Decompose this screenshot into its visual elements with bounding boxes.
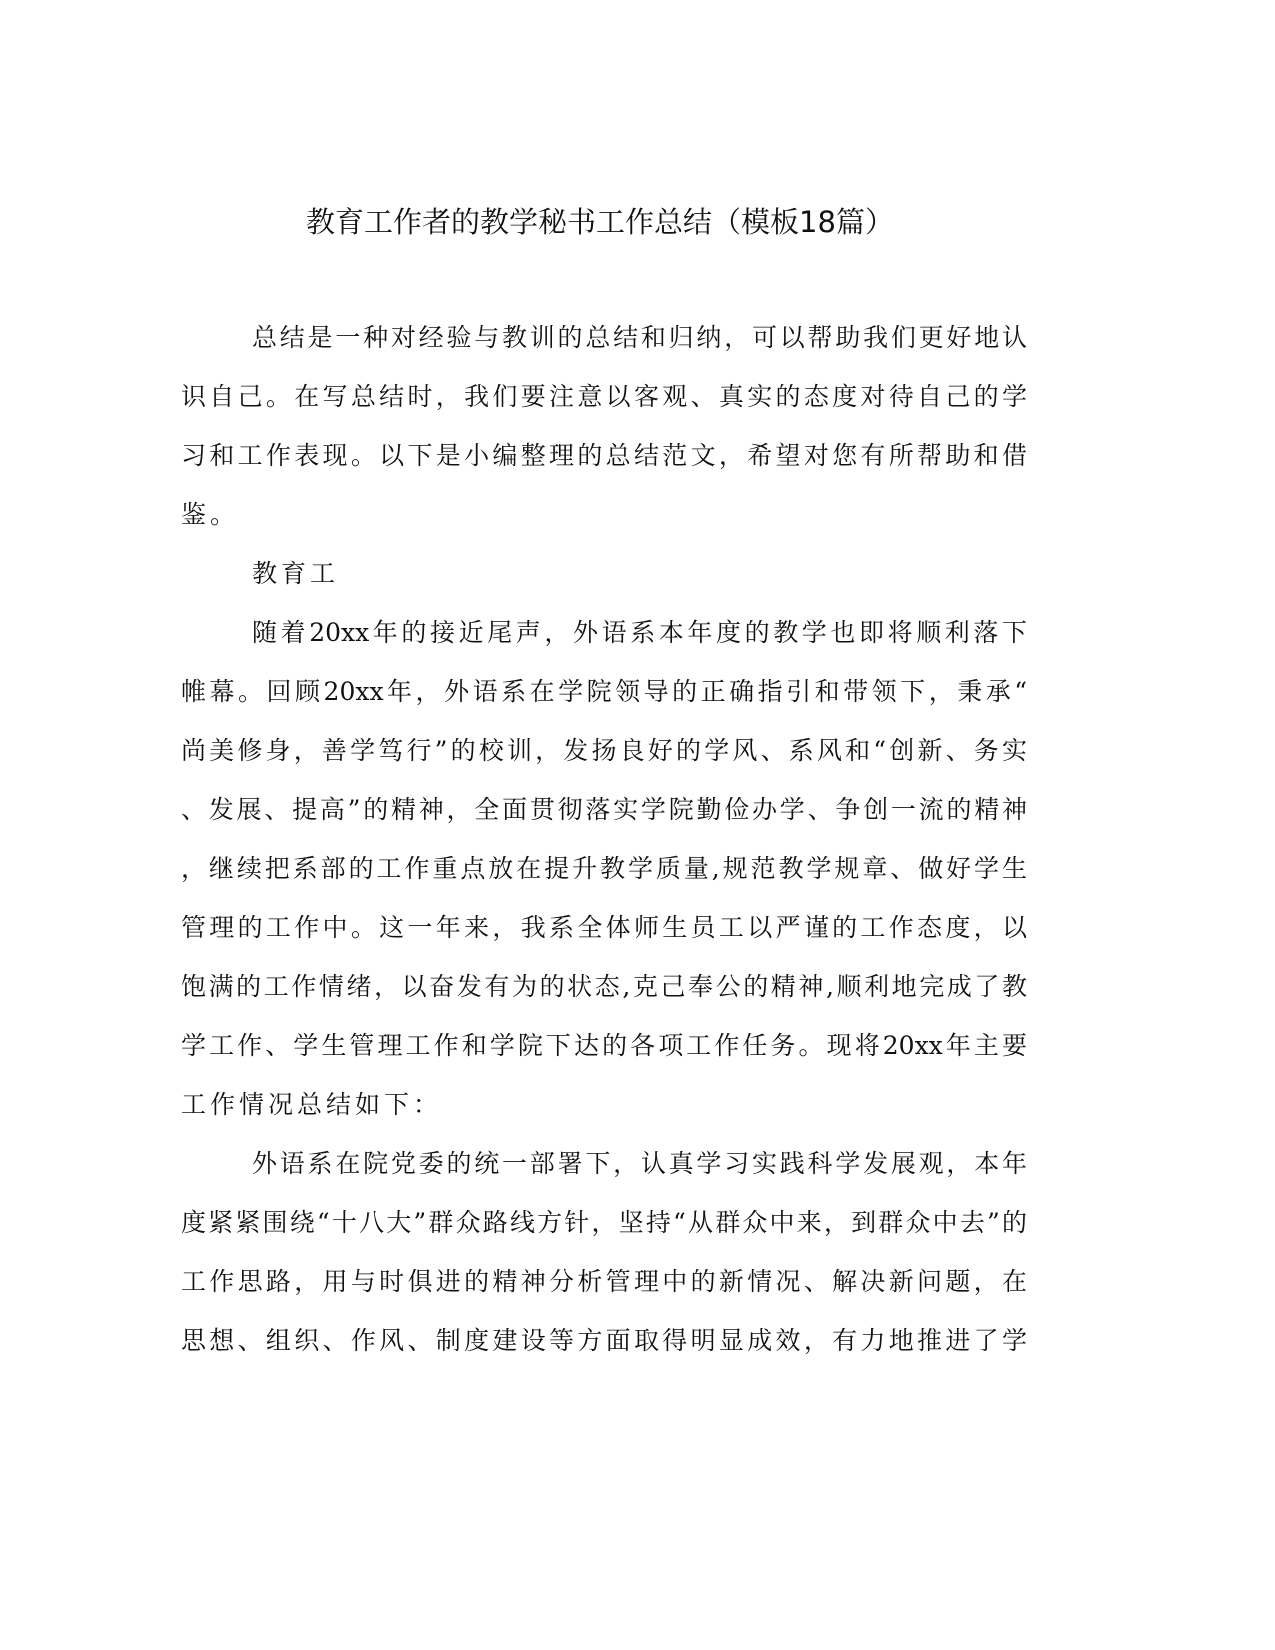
text-line: 工作思路，用与时俱进的精神分析管理中的新情况、解决新问题，在: [181, 1267, 1027, 1296]
text-line: 度紧紧围绕“十八大”群众路线方针，坚持“从群众中来，到群众中去”的: [181, 1208, 1027, 1237]
text-line: ，继续把系部的工作重点放在提升教学质量,规范教学规章、做好学生: [181, 854, 1027, 883]
text-line: 工作情况总结如下：: [181, 1090, 443, 1119]
text-line: 帷幕。回顾20xx年，外语系在学院领导的正确指引和带领下，秉承“: [181, 677, 1027, 706]
text-line: 思想、组织、作风、制度建设等方面取得明显成效，有力地推进了学: [181, 1326, 1027, 1355]
text-line: 教育工: [252, 559, 340, 588]
text-line: 、发展、提高”的精神，全面贯彻落实学院勤俭办学、争创一流的精神: [181, 795, 1027, 824]
document-title: 教育工作者的教学秘书工作总结（模板18篇）: [306, 205, 894, 239]
text-line: 管理的工作中。这一年来，我系全体师生员工以严谨的工作态度，以: [181, 913, 1027, 942]
text-line: 鉴。: [181, 500, 240, 529]
text-line: 识自己。在写总结时，我们要注意以客观、真实的态度对待自己的学: [181, 382, 1027, 411]
text-line: 总结是一种对经验与教训的总结和归纳，可以帮助我们更好地认: [252, 323, 1027, 352]
text-line: 外语系在院党委的统一部署下，认真学习实践科学发展观，本年: [252, 1149, 1027, 1178]
text-line: 随着20xx年的接近尾声，外语系本年度的教学也即将顺利落下: [252, 618, 1027, 647]
document-body: [181, 316, 1027, 1378]
text-line: 饱满的工作情绪，以奋发有为的状态,克己奉公的精神,顺利地完成了教: [181, 972, 1027, 1001]
text-line: 习和工作表现。以下是小编整理的总结范文，希望对您有所帮助和借: [181, 441, 1027, 470]
text-line: 尚美修身，善学笃行”的校训，发扬良好的学风、系风和“创新、务实: [181, 736, 1027, 765]
text-line: 学工作、学生管理工作和学院下达的各项工作任务。现将20xx年主要: [181, 1031, 1027, 1060]
